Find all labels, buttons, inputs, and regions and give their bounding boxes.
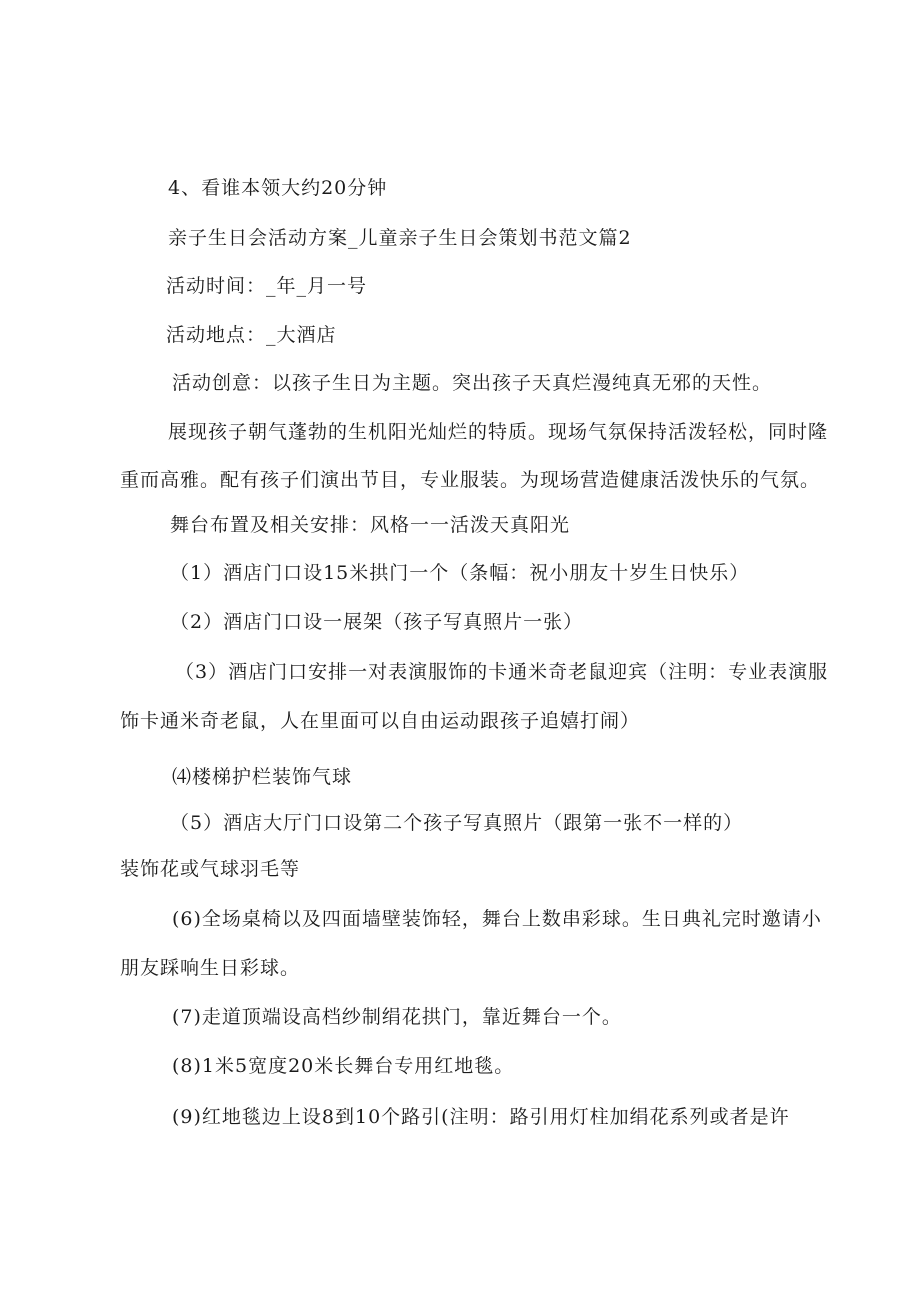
text-line-activity-4: 4、看谁本领大约20分钟 <box>168 177 388 199</box>
text-line-paragraph-1b: 重而高雅。配有孩子们演出节目，专业服装。为现场营造健康活泼快乐的气氛。 <box>120 469 821 491</box>
text-line-item-6a: (6)全场桌椅以及四面墙壁装饰轻，舞台上数串彩球。生日典礼完时邀请小 <box>172 908 822 930</box>
text-line-item-3a: （3）酒店门口安排一对表演服饰的卡通米奇老鼠迎宾（注明：专业表演服 <box>175 661 829 683</box>
text-line-paragraph-1a: 展现孩子朝气蓬勃的生机阳光灿烂的特质。现场气氛保持活泼轻松，同时隆 <box>168 421 829 443</box>
text-line-item-7: (7)走道顶端设高档纱制绢花拱门，靠近舞台一个。 <box>172 1006 622 1028</box>
text-line-activity-idea: 活动创意：以孩子生日为主题。突出孩子天真烂漫纯真无邪的天性。 <box>172 372 773 394</box>
text-line-activity-time: 活动时间：_年_月一号 <box>166 275 368 297</box>
text-line-item-5-cont: 装饰花或气球羽毛等 <box>120 858 301 880</box>
text-line-section-title: 亲子生日会活动方案_儿童亲子生日会策划书范文篇2 <box>168 227 632 249</box>
text-line-item-6b: 朋友踩响生日彩球。 <box>120 957 301 979</box>
text-line-item-3b: 饰卡通米奇老鼠，人在里面可以自由运动跟孩子追嬉打闹） <box>120 710 641 732</box>
text-line-item-8: (8)1米5宽度20米长舞台专用红地毯。 <box>172 1055 515 1077</box>
text-line-activity-location: 活动地点：_大酒店 <box>166 324 337 346</box>
text-line-item-5: （5）酒店大厅门口设第二个孩子写真照片（跟第一张不一样的） <box>170 812 744 834</box>
text-line-item-9: (9)红地毯边上设8到10个路引(注明：路引用灯柱加绢花系列或者是许 <box>172 1106 790 1128</box>
text-line-item-2: （2）酒店门口设一展架（孩子写真照片一张） <box>170 611 584 633</box>
text-line-item-4: ⑷楼梯护栏装饰气球 <box>172 766 353 788</box>
text-line-stage-arrangement: 舞台布置及相关安排：风格一一活泼天真阳光 <box>170 514 571 536</box>
text-line-item-1: （1）酒店门口设15米拱门一个（条幅：祝小朋友十岁生日快乐） <box>170 562 750 584</box>
